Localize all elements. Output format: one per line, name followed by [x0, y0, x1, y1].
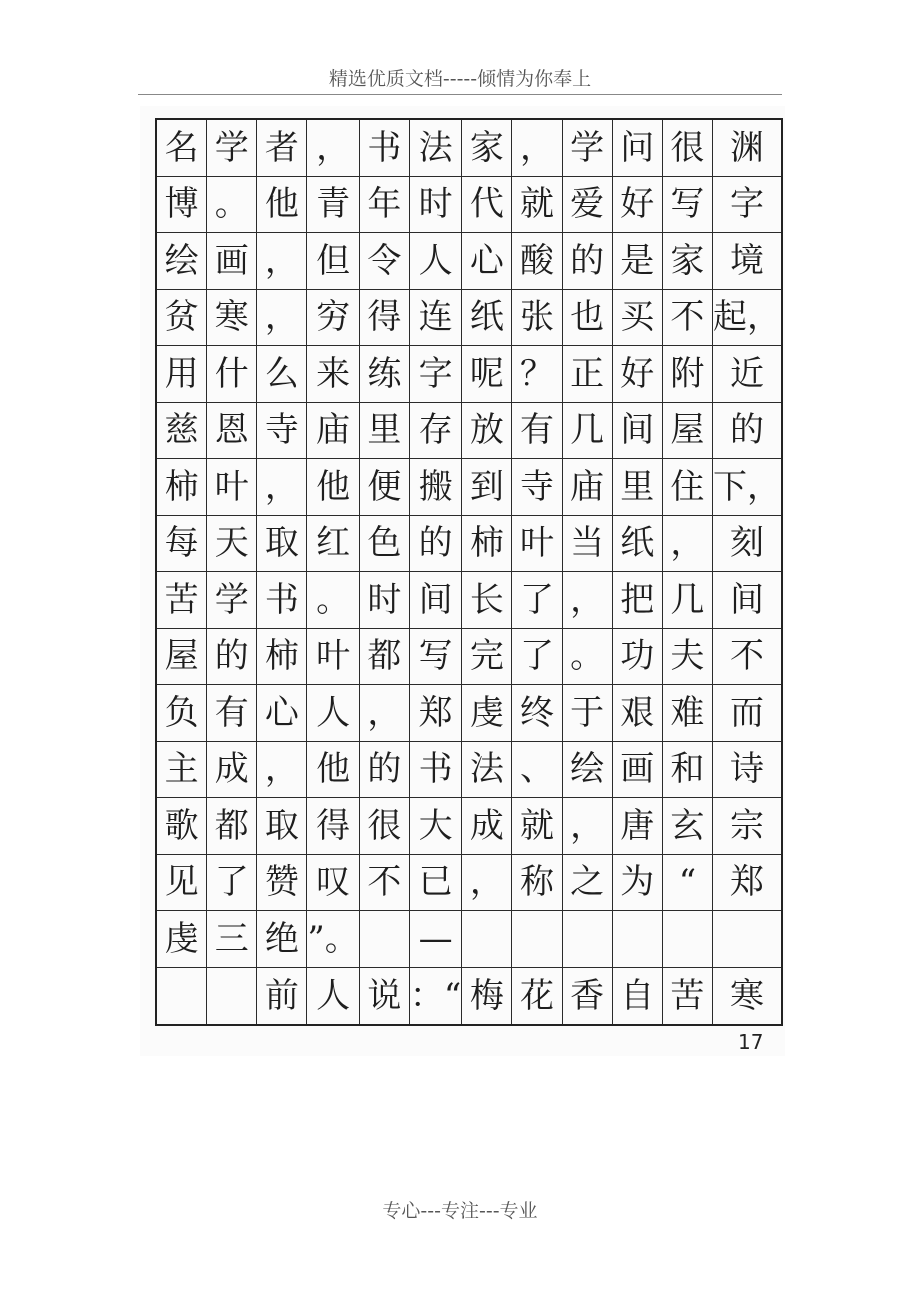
grid-cell: 人 [410, 233, 462, 290]
grid-cell: 人 [307, 968, 359, 1025]
grid-cell: 成 [207, 742, 257, 799]
grid-cell: ， [462, 855, 512, 912]
grid-cell: ？ [512, 346, 562, 403]
grid-cell: 玄 [663, 798, 713, 855]
grid-cell: 柿 [462, 516, 512, 573]
grid-cell: 都 [360, 629, 410, 686]
grid-cell: ：“ [410, 968, 462, 1025]
grid-cell: 取 [257, 516, 307, 573]
grid-cell: 爱 [563, 177, 613, 234]
grid-cell: 香 [563, 968, 613, 1025]
page-footer: 专心---专注---专业 [382, 1200, 538, 1222]
grid-cell: 和 [663, 742, 713, 799]
grid-cell: 名 [157, 120, 207, 177]
grid-cell: 绘 [157, 233, 207, 290]
grid-cell: 绘 [563, 742, 613, 799]
grid-cell: ， [512, 120, 562, 177]
grid-cell: 寺 [512, 459, 562, 516]
grid-cell: 寒 [207, 290, 257, 347]
grid-cell [207, 968, 257, 1025]
calligraphy-grid [155, 118, 783, 1026]
grid-cell: 不 [360, 855, 410, 912]
grid-cell: ， [257, 459, 307, 516]
grid-cell: 家 [462, 120, 512, 177]
grid-cell: 纸 [613, 516, 663, 573]
grid-cell: 成 [462, 798, 512, 855]
grid-cell: 不 [663, 290, 713, 347]
grid-cell: 博 [157, 177, 207, 234]
grid-cell: 间 [613, 403, 663, 460]
grid-cell: 书 [360, 120, 410, 177]
header-divider [138, 94, 782, 95]
grid-cell: 书 [410, 742, 462, 799]
grid-cell: 大 [410, 798, 462, 855]
grid-cell: 字 [713, 177, 781, 234]
grid-cell: 很 [360, 798, 410, 855]
grid-cell: 连 [410, 290, 462, 347]
grid-cell: 字 [410, 346, 462, 403]
grid-cell: 法 [462, 742, 512, 799]
grid-cell: 自 [613, 968, 663, 1025]
grid-cell: ， [360, 685, 410, 742]
grid-cell: 搬 [410, 459, 462, 516]
grid-cell: 说 [360, 968, 410, 1025]
grid-cell: 纸 [462, 290, 512, 347]
grid-cell: 歌 [157, 798, 207, 855]
grid-cell: 用 [157, 346, 207, 403]
grid-cell: 为 [613, 855, 663, 912]
grid-cell: 很 [663, 120, 713, 177]
grid-cell: 色 [360, 516, 410, 573]
grid-cell [713, 911, 781, 968]
grid-cell: 正 [563, 346, 613, 403]
grid-cell: ， [257, 233, 307, 290]
grid-cell: 练 [360, 346, 410, 403]
grid-cell: 时 [360, 572, 410, 629]
grid-cell: 当 [563, 516, 613, 573]
grid-cell: 附 [663, 346, 713, 403]
grid-cell: 写 [663, 177, 713, 234]
grid-cell: 的 [713, 403, 781, 460]
grid-cell: 完 [462, 629, 512, 686]
grid-cell: 于 [563, 685, 613, 742]
grid-cell: 什 [207, 346, 257, 403]
grid-cell: 的 [360, 742, 410, 799]
grid-cell: 而 [713, 685, 781, 742]
grid-cell: 家 [663, 233, 713, 290]
grid-cell: 的 [207, 629, 257, 686]
grid-cell: 屋 [663, 403, 713, 460]
grid-cell: 里 [360, 403, 410, 460]
grid-cell: 好 [613, 177, 663, 234]
grid-cell: 了 [512, 572, 562, 629]
grid-cell: 张 [512, 290, 562, 347]
grid-cell: 到 [462, 459, 512, 516]
grid-cell: 梅 [462, 968, 512, 1025]
grid-cell: 天 [207, 516, 257, 573]
grid-cell: 前 [257, 968, 307, 1025]
grid-cell: 难 [663, 685, 713, 742]
grid-cell: — [410, 911, 462, 968]
grid-cell: 艰 [613, 685, 663, 742]
grid-cell: 人 [307, 685, 359, 742]
grid-cell: 年 [360, 177, 410, 234]
grid-cell: ， [563, 572, 613, 629]
grid-cell: 取 [257, 798, 307, 855]
grid-cell: 慈 [157, 403, 207, 460]
grid-cell: 渊 [713, 120, 781, 177]
grid-cell [157, 968, 207, 1025]
grid-cell: 是 [613, 233, 663, 290]
grid-cell: 贫 [157, 290, 207, 347]
grid-cell: 柿 [257, 629, 307, 686]
grid-cell: 叶 [512, 516, 562, 573]
grid-cell: 他 [307, 459, 359, 516]
grid-cell [663, 911, 713, 968]
grid-cell: ， [307, 120, 359, 177]
grid-cell: 每 [157, 516, 207, 573]
page-header: 精选优质文档-----倾情为你奉上 [328, 68, 592, 90]
grid-cell: 近 [713, 346, 781, 403]
grid-cell: ， [563, 798, 613, 855]
grid-cell: 都 [207, 798, 257, 855]
grid-cell: 三 [207, 911, 257, 968]
grid-cell: 里 [613, 459, 663, 516]
grid-cell: 柿 [157, 459, 207, 516]
grid-cell: 有 [512, 403, 562, 460]
grid-cell: 几 [663, 572, 713, 629]
grid-cell: 但 [307, 233, 359, 290]
grid-cell: 心 [462, 233, 512, 290]
grid-cell: 长 [462, 572, 512, 629]
grid-cell: 苦 [157, 572, 207, 629]
grid-cell: 虔 [462, 685, 512, 742]
grid-cell: 境 [713, 233, 781, 290]
grid-cell: 写 [410, 629, 462, 686]
grid-cell: 叶 [307, 629, 359, 686]
grid-cell: 唐 [613, 798, 663, 855]
grid-cell: 好 [613, 346, 663, 403]
grid-cell: “ [663, 855, 713, 912]
grid-cell: 学 [207, 120, 257, 177]
grid-cell: 就 [512, 177, 562, 234]
grid-cell: 把 [613, 572, 663, 629]
grid-cell: 起， [713, 290, 781, 347]
grid-cell: 的 [410, 516, 462, 573]
grid-cell: 郑 [713, 855, 781, 912]
grid-cell: 郑 [410, 685, 462, 742]
grid-cell: 也 [563, 290, 613, 347]
grid-cell: 苦 [663, 968, 713, 1025]
grid-cell: 代 [462, 177, 512, 234]
grid-cell: 寺 [257, 403, 307, 460]
grid-cell: 画 [207, 233, 257, 290]
grid-cell: 。 [563, 629, 613, 686]
grid-cell: 法 [410, 120, 462, 177]
grid-cell: 终 [512, 685, 562, 742]
grid-cell: 买 [613, 290, 663, 347]
grid-cell: 之 [563, 855, 613, 912]
grid-cell: ， [257, 742, 307, 799]
grid-cell: 他 [257, 177, 307, 234]
grid-cell: 庙 [563, 459, 613, 516]
grid-cell: 已 [410, 855, 462, 912]
grid-cell: 主 [157, 742, 207, 799]
grid-cell: 花 [512, 968, 562, 1025]
grid-cell: 恩 [207, 403, 257, 460]
grid-cell: 得 [360, 290, 410, 347]
grid-cell: 负 [157, 685, 207, 742]
grid-cell: 有 [207, 685, 257, 742]
grid-cell [360, 911, 410, 968]
grid-cell: 画 [613, 742, 663, 799]
grid-cell: 几 [563, 403, 613, 460]
grid-cell: 红 [307, 516, 359, 573]
grid-cell: ， [663, 516, 713, 573]
grid-cell: 了 [512, 629, 562, 686]
grid-cell: 么 [257, 346, 307, 403]
grid-cell: 不 [713, 629, 781, 686]
grid-cell: 间 [713, 572, 781, 629]
grid-cell: 庙 [307, 403, 359, 460]
grid-cell: 便 [360, 459, 410, 516]
grid-cell: 者 [257, 120, 307, 177]
grid-cell: 虔 [157, 911, 207, 968]
grid-cell: 叹 [307, 855, 359, 912]
grid-cell [462, 911, 512, 968]
grid-cell: 寒 [730, 975, 764, 1016]
grid-cell: 穷 [307, 290, 359, 347]
grid-cell: ”。 [307, 911, 359, 968]
grid-cell: 赞 [257, 855, 307, 912]
grid-cell: 、 [512, 742, 562, 799]
grid-cell: 住 [663, 459, 713, 516]
grid-cell: 见 [157, 855, 207, 912]
grid-cell: 心 [257, 685, 307, 742]
grid-cell: ， [257, 290, 307, 347]
grid-cell: 绝 [257, 911, 307, 968]
grid-cell: 宗 [713, 798, 781, 855]
grid-cell: 。 [307, 572, 359, 629]
grid-cell: 他 [307, 742, 359, 799]
grid-cell: 屋 [157, 629, 207, 686]
grid-cell: 就 [512, 798, 562, 855]
grid-cell: 称 [512, 855, 562, 912]
grid-cell: 叶 [207, 459, 257, 516]
grid-cell: 得 [307, 798, 359, 855]
grid-cell: 学 [563, 120, 613, 177]
grid-cell: 书 [257, 572, 307, 629]
page-number: 17 [738, 1030, 764, 1054]
grid-cell: 刻 [713, 516, 781, 573]
grid-cell: 令 [360, 233, 410, 290]
grid-cell: 时 [410, 177, 462, 234]
grid-cell: 青 [307, 177, 359, 234]
grid-cell: 诗 [713, 742, 781, 799]
grid-cell: 功 [613, 629, 663, 686]
grid-cell [563, 911, 613, 968]
grid-cell: 学 [207, 572, 257, 629]
grid-cell: 。 [207, 177, 257, 234]
grid-cell: 下， [713, 459, 781, 516]
grid-cell: 间 [410, 572, 462, 629]
grid-cell: 来 [307, 346, 359, 403]
grid-cell: 呢 [462, 346, 512, 403]
grid-cell: 了 [207, 855, 257, 912]
grid-cell: 夫 [663, 629, 713, 686]
grid-cell [613, 911, 663, 968]
grid-cell [512, 911, 562, 968]
grid-cell: 酸 [512, 233, 562, 290]
grid-cell: 放 [462, 403, 512, 460]
grid-cell: 问 [613, 120, 663, 177]
grid-cell: 存 [410, 403, 462, 460]
grid-cell: 的 [563, 233, 613, 290]
